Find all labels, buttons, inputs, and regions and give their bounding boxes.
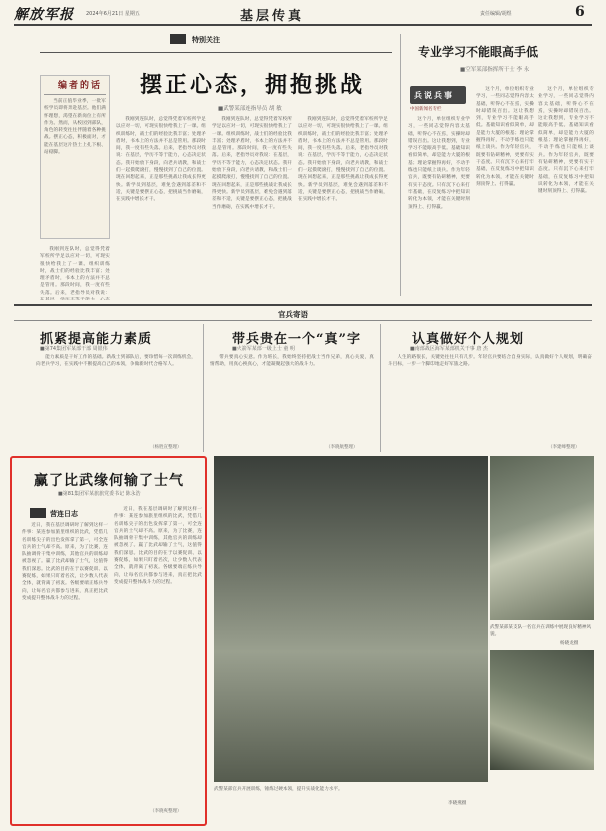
- message-1-headline: 抓紧提高能力素质: [40, 332, 153, 347]
- photo-top-caption: 武警某部某支队一名官兵在训练中展现良好精神风貌。: [490, 625, 592, 637]
- main-headline: 摆正心态，拥抱挑战: [140, 72, 366, 98]
- message-3-body: 人生的路很长，关键处往往只有几步。年轻官兵要结合自身实际，认真做好个人规划，明确奋斗目标，一步一个脚印地走好军旅之路。: [388, 355, 592, 368]
- main-body-col-2: 我刚到连队时，总觉得凭着军校所学足以应对一切，可现实很快给我上了一课。组织训练时，战士们的经验比我丰富；处理矛盾时，书本上的方法并不总是管用。那段时间，我一度有些失落。后来，老指导员对我说：在基层，学历不等于能力，心态决定状态。我开始放下身段，向老兵请教，和战士们一起摸爬滚打，慢慢找到了自己的位置。现在回想起来，正是那些挑战让我成长得更快。新学员到基层，难免会遇到落差和不适，关键是要摆正心态，把挑战当作磨砺，在实践中增长才干。: [212, 117, 292, 210]
- message-divider-2: [380, 324, 381, 452]
- section-rule: [40, 52, 392, 53]
- editor-info: 责任编辑/胡煜: [480, 11, 512, 17]
- main-byline: ■武警某部连指导员 胡 敏: [218, 106, 282, 112]
- right-body-col-1: 这个月，单位组织专业学习，一些同志觉得内容太基础，听得心不在焉，实操时却错误百出。这让我想到，专业学习不能眼高手低。基础知识看似简单，却是能力大厦的根基；理论掌握得再好，不动手练也只能纸上谈兵。作为年轻官兵，既要有钻研精神，更要有实干态度。只有沉下心来打牢基础，在反复练习中把知识转化为本领，才能在关键时刻顶得上、打得赢。: [408, 117, 470, 210]
- column-badge-sub: 中国新闻名专栏: [410, 107, 442, 112]
- message-1-body: 能力素质是干好工作的基础。新战士到部队后，要珍惜每一次训练机会，向老兵学习，在实践中不断提高自己的本领，争做新时代合格军人。: [36, 355, 196, 368]
- issue-date: 2024年6月21日 星期五: [86, 11, 140, 17]
- page-number: 6: [575, 4, 585, 20]
- main-body-col-1: 我刚到连队时，总觉得凭着军校所学足以应对一切，可现实很快给我上了一课。组织训练时，战士们的经验比我丰富；处理矛盾时，书本上的方法并不总是管用。那段时间，我一度有些失落。后来，老指导员对我说：在基层，学历不等于能力，心态决定状态。我开始放下身段，向老兵请教，和战士们一起摸爬滚打，慢慢找到了自己的位置。现在回想起来，正是那些挑战让我成长得更快。新学员到基层，难免会遇到落差和不适，关键是要摆正心态，把挑战当作磨砺，在实践中增长才干。: [116, 117, 206, 203]
- right-headline: 专业学习不能眼高手低: [418, 45, 539, 59]
- message-2-body: 带兵要真心实意。作为班长，我始终坚持把战士当作兄弟，真心关爱，真情帮助，用真心换真心，才能凝聚起强大的战斗力。: [210, 355, 374, 368]
- highlight-signature: （李晓爽整理）: [150, 809, 182, 814]
- right-body-col-2: 这个月，单位组织专业学习，一些同志觉得内容太基础，听得心不在焉，实操时却错误百出。这让我想到，专业学习不能眼高手低。基础知识看似简单，却是能力大厦的根基；理论掌握得再好，不动手练也只能纸上谈兵。作为年轻官兵，既要有钻研精神，更要有实干态度。只有沉下心来打牢基础，在反复练习中把知识转化为本领，才能在关键时刻顶得上、打得赢。: [476, 87, 534, 187]
- newspaper-logo: 解放军报: [14, 7, 74, 23]
- column-badge-label: 兵说兵事: [414, 91, 454, 100]
- photo-bottom-right: [490, 650, 594, 770]
- messages-column-title: 官兵寄语: [278, 310, 308, 319]
- message-3-signature: （李建峰整理）: [548, 445, 580, 450]
- messages-rule: [14, 320, 592, 321]
- highlight-byline: ■第81集团军某旅旅党委书记 陈永浩: [58, 491, 141, 497]
- editor-note-rule: [44, 94, 106, 95]
- message-1-byline: ■第74集团军某部干部 周银伟: [40, 346, 108, 352]
- editor-note-title: 编者的话: [58, 81, 103, 91]
- message-3-byline: ■南部战区海军某部机关干事 唐 杰: [410, 346, 488, 352]
- photo-bottom-caption: 武警某部官兵开展训练，锤炼过硬本领，提升实战化能力水平。: [214, 787, 343, 792]
- message-2-byline: ■火箭军某部一级上士 童 明: [232, 346, 295, 352]
- message-2-headline: 带兵贵在一个“真”字: [232, 332, 361, 347]
- editor-note-text: 当前正值毕业季，一批军校学员即将奔赴基层。他们满怀理想，渴望在新岗位上有所作为。然而，从校园到部队，角色的转变往往伴随着各种挑战。摆正心态，积极面对，才能在基层这片热土上扎下根、站稳脚。: [44, 99, 106, 156]
- message-divider-1: [203, 324, 204, 452]
- column-tag-icon: [30, 508, 46, 518]
- photo-top-credit: 杨晓龙摄: [560, 641, 579, 646]
- main-body-col-0: 我刚到连队时，总觉得凭着军校所学足以应对一切，可现实很快给我上了一课。组织训练时，战士们的经验比我丰富；处理矛盾时，书本上的方法并不总是管用。那段时间，我一度有些失落。后来，老指导员对我说：: [40, 247, 110, 296]
- highlight-headline: 赢了比武缘何输了士气: [34, 473, 184, 489]
- highlight-body-col-2: 近日，我在基层调研时了解到这样一件事：某连参加旅里组织的比武，凭借几名训练尖子的出色发挥拿了第一，可全连官兵的士气却不高。原来，为了比赛，连队抽调骨干集中训练，其他官兵的训练却被忽视了。赢了比武却输了士气，这值得我们深思。比武的目的在于以赛促训、以赛促练，如果只盯着名次，让少数人代表全体，就背离了初衷。各级要端正练兵导向，让每名官兵都参与进来，真正把比武变成提升整体战斗力的过程。: [114, 507, 202, 585]
- right-body-col-3: 这个月，单位组织专业学习，一些同志觉得内容太基础，听得心不在焉，实操时却错误百出。这让我想到，专业学习不能眼高手低。基础知识看似简单，却是能力大厦的根基；理论掌握得再好，不动手练也只能纸上谈兵。作为年轻官兵，既要有钻研精神，更要有实干态度。只有沉下心来打牢基础，在反复练习中把知识转化为本领，才能在关键时刻顶得上、打得赢。: [538, 87, 594, 195]
- right-byline: ■空军某部指挥所干士 李 永: [460, 67, 530, 73]
- page-section-title: 基层传真: [240, 9, 305, 24]
- section-tag-icon: [170, 34, 186, 44]
- messages-top-rule: [14, 304, 592, 306]
- message-1-signature: （杨胜宣整理）: [150, 445, 182, 450]
- photo-soldier-training: [214, 456, 488, 782]
- photo-top-right: [490, 456, 594, 620]
- message-2-signature: （李晓航整理）: [326, 445, 358, 450]
- main-body-col-3: 我刚到连队时，总觉得凭着军校所学足以应对一切，可现实很快给我上了一课。组织训练时，战士们的经验比我丰富；处理矛盾时，书本上的方法并不总是管用。那段时间，我一度有些失落。后来，老指导员对我说：在基层，学历不等于能力，心态决定状态。我开始放下身段，向老兵请教，和战士们一起摸爬滚打，慢慢找到了自己的位置。现在回想起来，正是那些挑战让我成长得更快。新学员到基层，难免会遇到落差和不适，关键是要摆正心态，把挑战当作磨砺，在实践中增长才干。: [298, 117, 388, 203]
- message-3-headline: 认真做好个人规划: [412, 332, 525, 347]
- highlight-body-col-1: 近日，我在基层调研时了解到这样一件事：某连参加旅里组织的比武，凭借几名训练尖子的出色发挥拿了第一，可全连官兵的士气却不高。原来，为了比赛，连队抽调骨干集中训练，其他官兵的训练却被忽视了。赢了比武却输了士气，这值得我们深思。比武的目的在于以赛促训、以赛促练，如果只盯着名次，让少数人代表全体，就背离了初衷。各级要端正练兵导向，让每名官兵都参与进来，真正把比武变成提升整体战斗力的过程。: [22, 523, 108, 601]
- section-tag-label: 特别关注: [192, 36, 220, 44]
- highlight-column-label: 营连日志: [50, 510, 78, 518]
- header-rule: [14, 24, 592, 26]
- photo-bottom-credit: 李晓燕摄: [448, 801, 467, 806]
- vertical-divider: [400, 34, 401, 296]
